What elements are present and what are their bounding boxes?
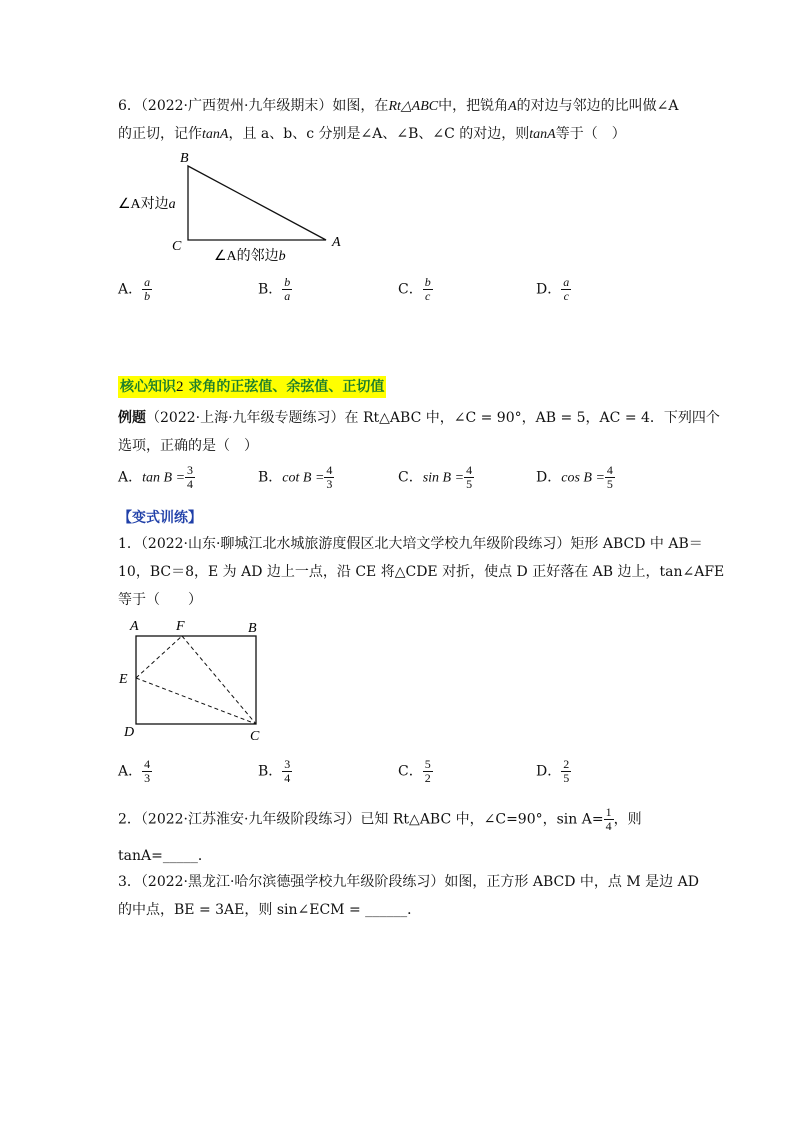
segment-ef xyxy=(136,636,182,678)
q6-line-2 xyxy=(118,124,626,145)
q6-var-a: A xyxy=(508,99,517,114)
vertex-f: F xyxy=(176,619,185,634)
p1-line-2: 10，BC＝8，E 为 AD 边上一点，沿 CE 将△CDE 对折，使点 D 正好落在 AB 边上，tan∠AFE xyxy=(118,564,725,580)
p2-line-1: 2．（2022·江苏淮安·九年级阶段练习）已知 Rt△ABC 中，∠C=90°，sin A= $\frac{1}{4}$ ，则 xyxy=(118,805,642,833)
q6-text: 等于（ ） xyxy=(555,126,626,142)
p1-option-c: C． $\frac{5}{2}$ xyxy=(398,757,431,785)
example-option-d: D．cos B = $\frac{4}{5}$ xyxy=(536,463,613,491)
q6-text: 的正切，记作 xyxy=(118,126,202,142)
q6-line-1 xyxy=(118,96,679,117)
vertex-b: B xyxy=(180,151,189,166)
p1-option-b: B． $\frac{3}{4}$ xyxy=(258,757,291,785)
example-option-a: A．tan B = $\frac{3}{4}$ xyxy=(118,463,194,491)
q6-rt-triangle: Rt△ABC xyxy=(388,99,439,114)
q6-option-c: C． $\frac{b}{c}$ xyxy=(398,275,431,303)
vertex-e: E xyxy=(119,672,128,687)
section-heading: 核心知识2 求角的正弦值、余弦值、正切值 xyxy=(118,376,386,398)
label-adjacent: ∠A的邻边b xyxy=(214,249,286,264)
vertex-b: B xyxy=(248,621,257,636)
label-opposite: ∠A对边a xyxy=(118,197,176,212)
variant-label: 【变式训练】 xyxy=(118,510,202,526)
vertex-d: D xyxy=(124,725,135,740)
q6-text: 6．（2022·广西贺州·九年级期末）如图，在 xyxy=(118,98,389,114)
p1-line-3: 等于（ ） xyxy=(118,592,202,608)
vertex-a: A xyxy=(130,619,139,634)
p1-option-d: D． $\frac{2}{5}$ xyxy=(536,757,570,785)
p1-rectangle-figure xyxy=(112,612,282,746)
vertex-c: C xyxy=(250,729,260,744)
p1-option-a: A． $\frac{4}{3}$ xyxy=(118,757,151,785)
p2-line-2: tanA=_____． xyxy=(118,848,212,864)
segment-ec xyxy=(136,678,256,724)
q6-text: ，且 a、b、c 分别是∠A、∠B、∠C 的对边，则 xyxy=(228,126,530,142)
q6-triangle-figure xyxy=(110,148,360,266)
vertex-c: C xyxy=(172,239,182,254)
p3-line-1: 3．（2022·黑龙江·哈尔滨德强学校九年级阶段练习）如图，正方形 ABCD 中，点 M 是边 AD xyxy=(118,874,699,890)
p3-line-2: 的中点，BE = 3AE，则 sin∠ECM = ______． xyxy=(118,902,422,918)
example-line-2: 选项，正确的是（ ） xyxy=(118,438,258,454)
example-line-1: 例题（2022·上海·九年级专题练习）在 Rt△ABC 中，∠C = 90°，AB = 5，AC = 4．下列四个 xyxy=(118,410,720,426)
q6-option-b: B． $\frac{b}{a}$ xyxy=(258,275,291,303)
example-option-b: B．cot B = $\frac{4}{3}$ xyxy=(258,463,333,491)
p1-line-1: 1．（2022·山东·聊城江北水城旅游度假区北大培文学校九年级阶段练习）矩形 ABCD 中 AB＝ xyxy=(118,536,703,552)
q6-text: 的对边与邻边的比叫做∠A xyxy=(516,98,679,114)
rectangle-shape xyxy=(136,636,256,724)
q6-text: 中，把锐角 xyxy=(438,98,509,114)
vertex-a: A xyxy=(332,235,341,250)
q6-option-a: A． $\frac{a}{b}$ xyxy=(118,275,151,303)
example-option-c: C．sin B = $\frac{4}{5}$ xyxy=(398,463,473,491)
segment-fc xyxy=(182,636,256,724)
q6-tan: tanA xyxy=(529,127,556,142)
q6-tan: tanA xyxy=(202,127,229,142)
triangle-shape xyxy=(188,166,326,240)
q6-option-d: D． $\frac{a}{c}$ xyxy=(536,275,570,303)
example-label: 例题 xyxy=(118,410,146,426)
